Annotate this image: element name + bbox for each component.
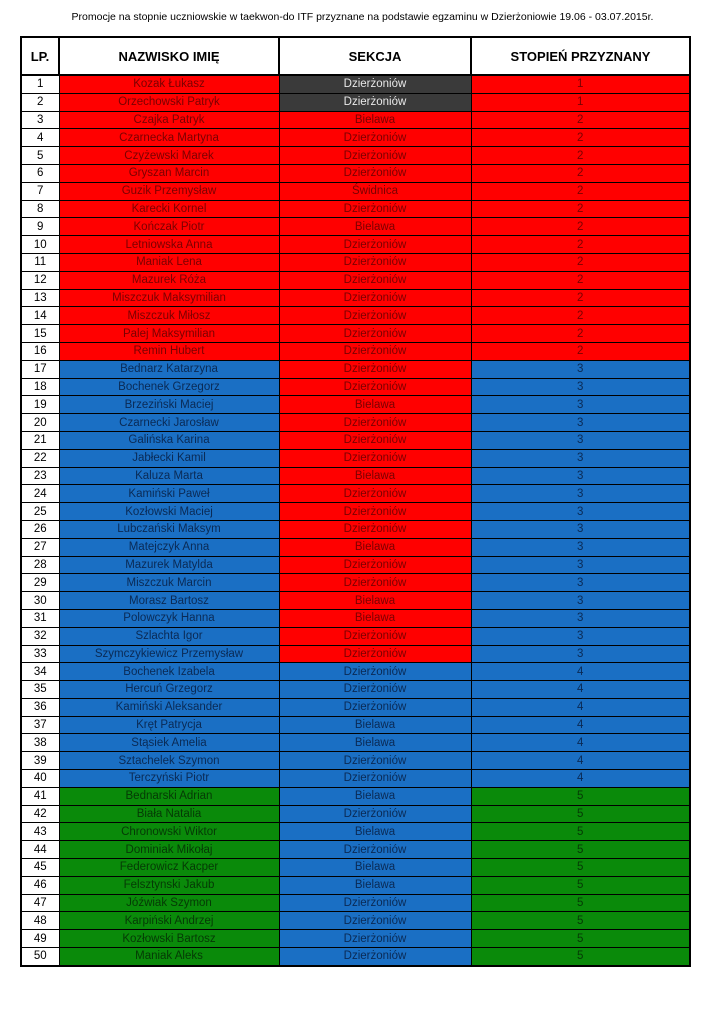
- document-title: Promocje na stopnie uczniowskie w taekwon-do ITF przyznane na podstawie egzaminu w Dzierżoniowie 19.06 - 03.07.2015r.: [71, 11, 654, 23]
- table-row: [21, 645, 690, 663]
- cell-lp: 16: [21, 342, 59, 360]
- cell-name: Bochenek Izabela: [59, 663, 279, 681]
- cell-name: Maniak Lena: [59, 253, 279, 271]
- cell-section: Dzierżoniów: [279, 360, 471, 378]
- cell-section: Dzierżoniów: [279, 271, 471, 289]
- table-row: [21, 236, 690, 254]
- cell-degree: 2: [471, 342, 690, 360]
- table-row: [21, 129, 690, 147]
- cell-lp: 15: [21, 325, 59, 343]
- table-row: [21, 734, 690, 752]
- results-table: [20, 36, 691, 967]
- cell-degree: 5: [471, 948, 690, 966]
- cell-degree: 5: [471, 894, 690, 912]
- table-row: [21, 663, 690, 681]
- cell-lp: 43: [21, 823, 59, 841]
- table-row: [21, 698, 690, 716]
- cell-name: Orzechowski Patryk: [59, 93, 279, 111]
- cell-section: Bielawa: [279, 859, 471, 877]
- table-row: [21, 93, 690, 111]
- cell-section: Dzierżoniów: [279, 574, 471, 592]
- table-row: [21, 342, 690, 360]
- cell-degree: 5: [471, 930, 690, 948]
- cell-degree: 3: [471, 592, 690, 610]
- cell-name: Miszczuk Marcin: [59, 574, 279, 592]
- cell-section: Dzierżoniów: [279, 253, 471, 271]
- cell-name: Letniowska Anna: [59, 236, 279, 254]
- cell-lp: 7: [21, 182, 59, 200]
- cell-name: Kozak Łukasz: [59, 75, 279, 93]
- cell-name: Czajka Patryk: [59, 111, 279, 129]
- cell-section: Dzierżoniów: [279, 556, 471, 574]
- cell-name: Matejczyk Anna: [59, 538, 279, 556]
- cell-section: Dzierżoniów: [279, 770, 471, 788]
- cell-lp: 22: [21, 449, 59, 467]
- cell-lp: 33: [21, 645, 59, 663]
- cell-section: Dzierżoniów: [279, 414, 471, 432]
- cell-name: Sztachelek Szymon: [59, 752, 279, 770]
- cell-lp: 6: [21, 164, 59, 182]
- header-lp: LP.: [21, 37, 59, 75]
- cell-lp: 35: [21, 681, 59, 699]
- table-row: [21, 627, 690, 645]
- cell-name: Gryszan Marcin: [59, 164, 279, 182]
- cell-name: Lubczański Maksym: [59, 520, 279, 538]
- cell-degree: 5: [471, 876, 690, 894]
- cell-section: Dzierżoniów: [279, 930, 471, 948]
- table-row: [21, 218, 690, 236]
- cell-section: Bielawa: [279, 609, 471, 627]
- cell-name: Mazurek Matylda: [59, 556, 279, 574]
- table-row: [21, 164, 690, 182]
- table-row: [21, 805, 690, 823]
- cell-lp: 20: [21, 414, 59, 432]
- cell-degree: 4: [471, 716, 690, 734]
- table-row: [21, 271, 690, 289]
- cell-section: Dzierżoniów: [279, 325, 471, 343]
- cell-name: Stąsiek Amelia: [59, 734, 279, 752]
- table-row: [21, 823, 690, 841]
- cell-degree: 3: [471, 467, 690, 485]
- table-row: [21, 859, 690, 877]
- cell-degree: 2: [471, 218, 690, 236]
- cell-degree: 3: [471, 503, 690, 521]
- cell-section: Bielawa: [279, 876, 471, 894]
- cell-lp: 17: [21, 360, 59, 378]
- cell-degree: 2: [471, 164, 690, 182]
- cell-section: Dzierżoniów: [279, 236, 471, 254]
- cell-degree: 5: [471, 823, 690, 841]
- cell-section: Dzierżoniów: [279, 948, 471, 966]
- cell-lp: 37: [21, 716, 59, 734]
- cell-lp: 13: [21, 289, 59, 307]
- cell-name: Morasz Bartosz: [59, 592, 279, 610]
- cell-lp: 44: [21, 841, 59, 859]
- cell-section: Bielawa: [279, 396, 471, 414]
- cell-degree: 2: [471, 325, 690, 343]
- table-row: [21, 948, 690, 966]
- table-row: [21, 378, 690, 396]
- cell-section: Dzierżoniów: [279, 752, 471, 770]
- cell-name: Kaluza Marta: [59, 467, 279, 485]
- cell-section: Dzierżoniów: [279, 681, 471, 699]
- cell-degree: 3: [471, 609, 690, 627]
- header-name: NAZWISKO IMIĘ: [59, 37, 279, 75]
- cell-degree: 4: [471, 734, 690, 752]
- cell-degree: 2: [471, 307, 690, 325]
- cell-name: Kończak Piotr: [59, 218, 279, 236]
- table-row: [21, 75, 690, 93]
- cell-lp: 30: [21, 592, 59, 610]
- table-row: [21, 325, 690, 343]
- cell-lp: 40: [21, 770, 59, 788]
- cell-degree: 2: [471, 129, 690, 147]
- cell-degree: 2: [471, 182, 690, 200]
- table-row: [21, 485, 690, 503]
- cell-name: Czarnecka Martyna: [59, 129, 279, 147]
- cell-name: Bednarz Katarzyna: [59, 360, 279, 378]
- cell-name: Jabłecki Kamil: [59, 449, 279, 467]
- cell-section: Bielawa: [279, 218, 471, 236]
- cell-degree: 3: [471, 538, 690, 556]
- cell-section: Dzierżoniów: [279, 307, 471, 325]
- cell-name: Miszczuk Maksymilian: [59, 289, 279, 307]
- cell-name: Kręt Patrycja: [59, 716, 279, 734]
- table-row: [21, 414, 690, 432]
- cell-degree: 5: [471, 841, 690, 859]
- cell-lp: 41: [21, 787, 59, 805]
- cell-name: Polowczyk Hanna: [59, 609, 279, 627]
- cell-degree: 4: [471, 663, 690, 681]
- table-row: [21, 431, 690, 449]
- cell-section: Dzierżoniów: [279, 129, 471, 147]
- table-row: [21, 396, 690, 414]
- cell-lp: 8: [21, 200, 59, 218]
- cell-degree: 4: [471, 698, 690, 716]
- cell-lp: 9: [21, 218, 59, 236]
- cell-section: Dzierżoniów: [279, 485, 471, 503]
- cell-name: Czyżewski Marek: [59, 147, 279, 165]
- cell-lp: 42: [21, 805, 59, 823]
- cell-lp: 24: [21, 485, 59, 503]
- cell-name: Kamiński Paweł: [59, 485, 279, 503]
- cell-name: Federowicz Kacper: [59, 859, 279, 877]
- cell-section: Bielawa: [279, 716, 471, 734]
- cell-lp: 28: [21, 556, 59, 574]
- cell-name: Miszczuk Miłosz: [59, 307, 279, 325]
- table-row: [21, 503, 690, 521]
- cell-section: Świdnica: [279, 182, 471, 200]
- cell-lp: 38: [21, 734, 59, 752]
- cell-name: Bochenek Grzegorz: [59, 378, 279, 396]
- cell-section: Bielawa: [279, 111, 471, 129]
- cell-degree: 2: [471, 200, 690, 218]
- cell-name: Palej Maksymilian: [59, 325, 279, 343]
- cell-lp: 21: [21, 431, 59, 449]
- cell-name: Jóźwiak Szymon: [59, 894, 279, 912]
- cell-lp: 25: [21, 503, 59, 521]
- cell-section: Bielawa: [279, 823, 471, 841]
- table-row: [21, 182, 690, 200]
- cell-lp: 18: [21, 378, 59, 396]
- cell-lp: 1: [21, 75, 59, 93]
- table-row: [21, 520, 690, 538]
- cell-lp: 23: [21, 467, 59, 485]
- cell-name: Terczyński Piotr: [59, 770, 279, 788]
- cell-lp: 11: [21, 253, 59, 271]
- cell-name: Szlachta Igor: [59, 627, 279, 645]
- cell-lp: 10: [21, 236, 59, 254]
- cell-section: Dzierżoniów: [279, 841, 471, 859]
- cell-name: Szymczykiewicz Przemysław: [59, 645, 279, 663]
- table-header: [21, 37, 690, 75]
- header-degree: STOPIEŃ PRZYZNANY: [471, 37, 690, 75]
- cell-section: Dzierżoniów: [279, 200, 471, 218]
- cell-lp: 14: [21, 307, 59, 325]
- table-row: [21, 574, 690, 592]
- table-row: [21, 716, 690, 734]
- cell-name: Dominiak Mikołaj: [59, 841, 279, 859]
- cell-section: Dzierżoniów: [279, 520, 471, 538]
- table-row: [21, 912, 690, 930]
- cell-section: Dzierżoniów: [279, 894, 471, 912]
- header-section: SEKCJA: [279, 37, 471, 75]
- table-row: [21, 449, 690, 467]
- table-row: [21, 307, 690, 325]
- table-body: [21, 75, 690, 966]
- table-row: [21, 770, 690, 788]
- cell-degree: 3: [471, 485, 690, 503]
- cell-degree: 3: [471, 556, 690, 574]
- table-row: [21, 556, 690, 574]
- table-row: [21, 592, 690, 610]
- cell-degree: 5: [471, 787, 690, 805]
- cell-name: Kozłowski Maciej: [59, 503, 279, 521]
- cell-section: Dzierżoniów: [279, 503, 471, 521]
- cell-name: Guzik Przemysław: [59, 182, 279, 200]
- cell-section: Dzierżoniów: [279, 912, 471, 930]
- cell-section: Dzierżoniów: [279, 289, 471, 307]
- cell-degree: 5: [471, 912, 690, 930]
- cell-section: Dzierżoniów: [279, 164, 471, 182]
- table-row: [21, 681, 690, 699]
- cell-name: Galińska Karina: [59, 431, 279, 449]
- table-row: [21, 360, 690, 378]
- cell-degree: 3: [471, 431, 690, 449]
- cell-section: Dzierżoniów: [279, 431, 471, 449]
- cell-section: Dzierżoniów: [279, 805, 471, 823]
- cell-degree: 4: [471, 681, 690, 699]
- cell-section: Dzierżoniów: [279, 698, 471, 716]
- cell-lp: 5: [21, 147, 59, 165]
- cell-lp: 2: [21, 93, 59, 111]
- cell-name: Kozłowski Bartosz: [59, 930, 279, 948]
- cell-name: Karecki Kornel: [59, 200, 279, 218]
- cell-degree: 1: [471, 75, 690, 93]
- cell-degree: 3: [471, 645, 690, 663]
- cell-lp: 31: [21, 609, 59, 627]
- cell-degree: 3: [471, 520, 690, 538]
- table-row: [21, 609, 690, 627]
- cell-section: Bielawa: [279, 787, 471, 805]
- table-row: [21, 752, 690, 770]
- cell-section: Dzierżoniów: [279, 75, 471, 93]
- table-row: [21, 253, 690, 271]
- cell-section: Dzierżoniów: [279, 627, 471, 645]
- cell-section: Dzierżoniów: [279, 663, 471, 681]
- table-row: [21, 111, 690, 129]
- cell-lp: 26: [21, 520, 59, 538]
- cell-lp: 47: [21, 894, 59, 912]
- table-row: [21, 147, 690, 165]
- cell-degree: 3: [471, 360, 690, 378]
- cell-lp: 49: [21, 930, 59, 948]
- cell-lp: 32: [21, 627, 59, 645]
- cell-name: Biała Natalia: [59, 805, 279, 823]
- cell-section: Bielawa: [279, 592, 471, 610]
- table-row: [21, 467, 690, 485]
- cell-lp: 50: [21, 948, 59, 966]
- cell-name: Maniak Aleks: [59, 948, 279, 966]
- cell-lp: 4: [21, 129, 59, 147]
- cell-lp: 36: [21, 698, 59, 716]
- cell-section: Dzierżoniów: [279, 93, 471, 111]
- cell-name: Karpiński Andrzej: [59, 912, 279, 930]
- cell-name: Brzeziński Maciej: [59, 396, 279, 414]
- cell-degree: 3: [471, 574, 690, 592]
- cell-name: Hercuń Grzegorz: [59, 681, 279, 699]
- cell-degree: 2: [471, 253, 690, 271]
- cell-degree: 2: [471, 147, 690, 165]
- table-row: [21, 200, 690, 218]
- table-row: [21, 930, 690, 948]
- table-row: [21, 894, 690, 912]
- cell-degree: 2: [471, 236, 690, 254]
- cell-degree: 2: [471, 289, 690, 307]
- table-row: [21, 876, 690, 894]
- cell-section: Dzierżoniów: [279, 449, 471, 467]
- cell-degree: 2: [471, 271, 690, 289]
- cell-name: Czarnecki Jarosław: [59, 414, 279, 432]
- cell-degree: 3: [471, 627, 690, 645]
- table-row: [21, 538, 690, 556]
- cell-name: Mazurek Róża: [59, 271, 279, 289]
- cell-degree: 2: [471, 111, 690, 129]
- cell-lp: 45: [21, 859, 59, 877]
- cell-degree: 5: [471, 805, 690, 823]
- cell-name: Kamiński Aleksander: [59, 698, 279, 716]
- cell-section: Bielawa: [279, 734, 471, 752]
- cell-lp: 19: [21, 396, 59, 414]
- table-row: [21, 787, 690, 805]
- cell-lp: 46: [21, 876, 59, 894]
- table-row: [21, 841, 690, 859]
- cell-name: Felsztynski Jakub: [59, 876, 279, 894]
- cell-name: Chronowski Wiktor: [59, 823, 279, 841]
- cell-lp: 12: [21, 271, 59, 289]
- table-row: [21, 289, 690, 307]
- cell-section: Dzierżoniów: [279, 378, 471, 396]
- cell-name: Bednarski Adrian: [59, 787, 279, 805]
- cell-degree: 3: [471, 378, 690, 396]
- cell-degree: 3: [471, 396, 690, 414]
- cell-lp: 34: [21, 663, 59, 681]
- cell-lp: 39: [21, 752, 59, 770]
- cell-section: Bielawa: [279, 538, 471, 556]
- cell-degree: 1: [471, 93, 690, 111]
- cell-section: Dzierżoniów: [279, 147, 471, 165]
- cell-section: Bielawa: [279, 467, 471, 485]
- cell-lp: 3: [21, 111, 59, 129]
- cell-degree: 4: [471, 770, 690, 788]
- cell-lp: 29: [21, 574, 59, 592]
- cell-lp: 27: [21, 538, 59, 556]
- cell-lp: 48: [21, 912, 59, 930]
- cell-section: Dzierżoniów: [279, 645, 471, 663]
- cell-degree: 3: [471, 449, 690, 467]
- cell-degree: 4: [471, 752, 690, 770]
- cell-degree: 3: [471, 414, 690, 432]
- header-row: [21, 37, 690, 75]
- cell-name: Remin Hubert: [59, 342, 279, 360]
- cell-section: Dzierżoniów: [279, 342, 471, 360]
- cell-degree: 5: [471, 859, 690, 877]
